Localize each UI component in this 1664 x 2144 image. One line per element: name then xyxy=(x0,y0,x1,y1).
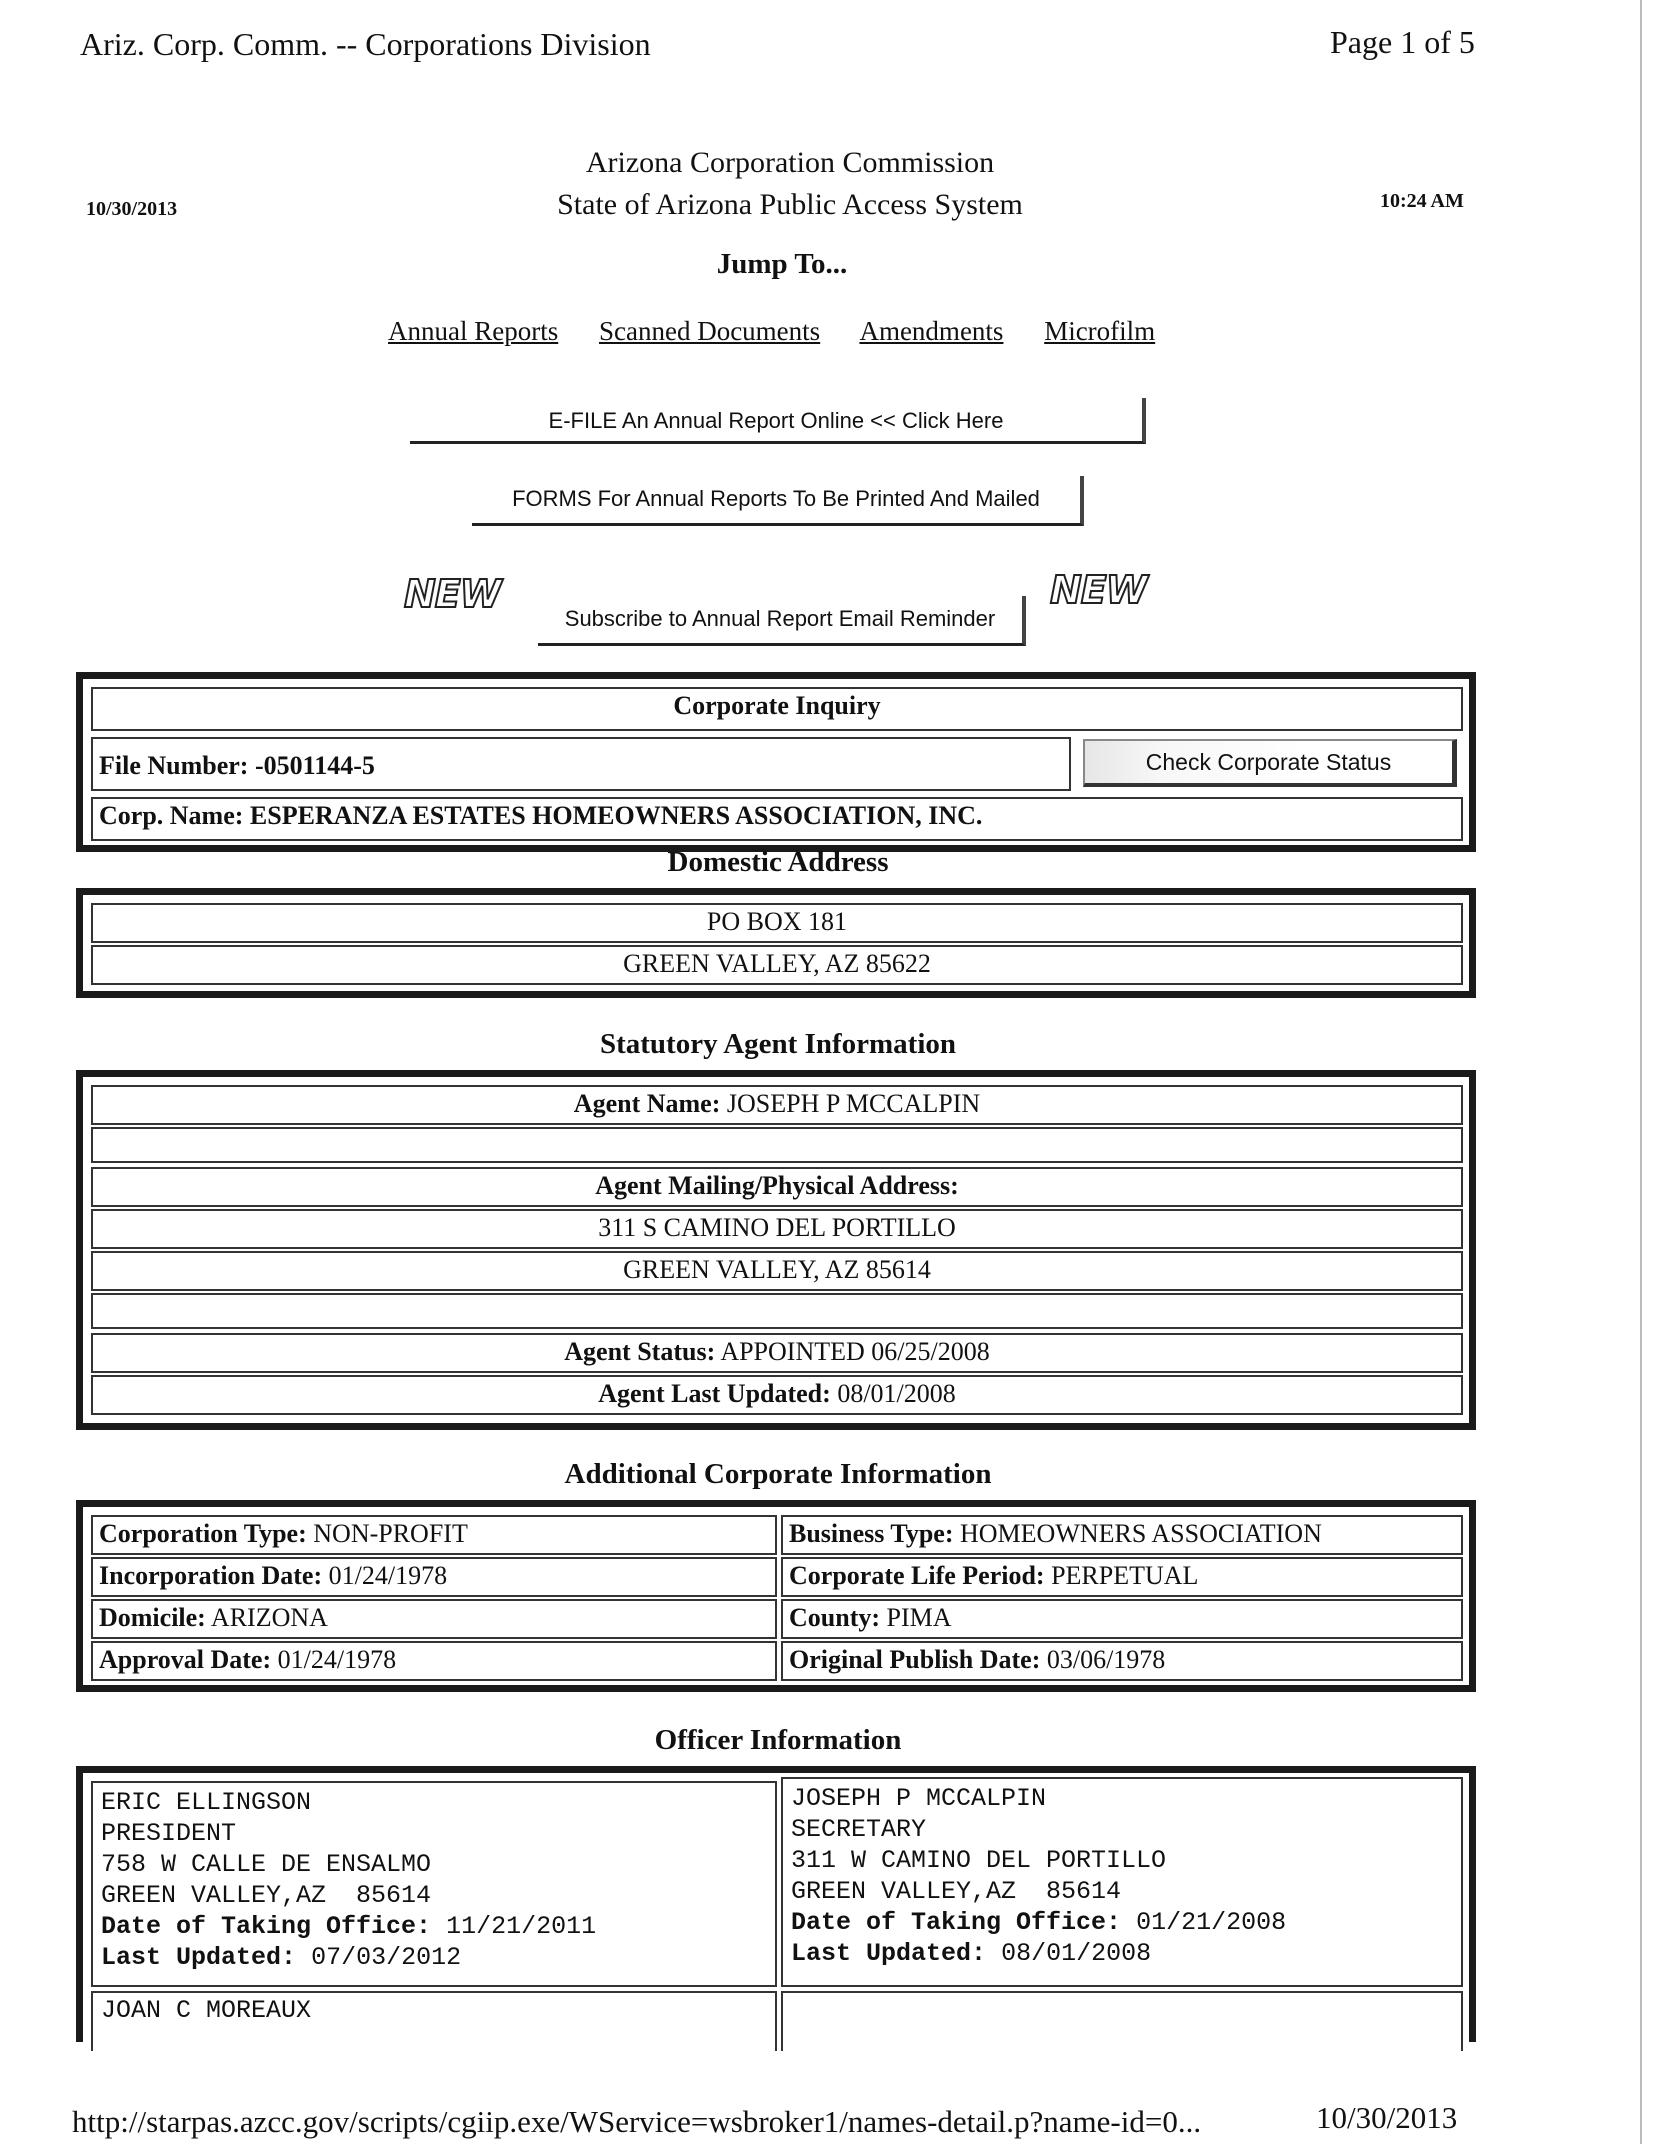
agent-name-label: Agent Name: xyxy=(573,1089,721,1118)
agent-updated-value: 08/01/2008 xyxy=(837,1379,956,1408)
officer-title: SECRETARY xyxy=(791,1815,927,1844)
publish-date-value: 03/06/1978 xyxy=(1046,1645,1166,1674)
taking-office-label: Date of Taking Office: xyxy=(791,1908,1122,1937)
statutory-agent-table xyxy=(76,1070,1476,1430)
agent-name-value: JOSEPH P MCCALPIN xyxy=(726,1089,981,1118)
subscribe-button[interactable]: Subscribe to Annual Report Email Reminder xyxy=(538,596,1026,646)
corporation-type-cell xyxy=(91,1515,777,1555)
officer-title: PRESIDENT xyxy=(101,1819,237,1848)
corporation-type-label: Corporation Type: xyxy=(99,1519,307,1548)
domestic-address-table xyxy=(76,888,1476,998)
jump-links xyxy=(388,316,1189,347)
county-value: PIMA xyxy=(886,1603,952,1632)
county-label: County: xyxy=(789,1603,881,1632)
officer-address1: 311 W CAMINO DEL PORTILLO xyxy=(791,1846,1167,1875)
link-annual-reports[interactable]: Annual Reports xyxy=(388,316,559,346)
agent-empty-row xyxy=(91,1127,1463,1163)
check-status-cell xyxy=(1077,737,1463,791)
last-updated-label: Last Updated: xyxy=(101,1943,297,1972)
page-indicator: Page 1 of 5 xyxy=(1330,24,1475,60)
last-updated-value: 08/01/2008 xyxy=(1001,1939,1152,1968)
incorporation-date-cell xyxy=(91,1557,777,1597)
domicile-cell xyxy=(91,1599,777,1639)
business-type-value: HOMEOWNERS ASSOCIATION xyxy=(959,1519,1322,1548)
officer-name: JOSEPH P MCCALPIN xyxy=(791,1784,1047,1813)
officer-address1: 758 W CALLE DE ENSALMO xyxy=(101,1850,432,1879)
officer-name: JOAN C MOREAUX xyxy=(101,1996,312,2025)
corporate-inquiry-table xyxy=(76,672,1476,852)
page-edge-rule xyxy=(1640,0,1642,2144)
officer-info-table xyxy=(76,1766,1476,2042)
business-type-cell xyxy=(781,1515,1463,1555)
last-updated-label: Last Updated: xyxy=(791,1939,987,1968)
business-type-label: Business Type: xyxy=(789,1519,954,1548)
agent-address-line1: 311 S CAMINO DEL PORTILLO xyxy=(91,1209,1463,1249)
agent-status-row xyxy=(91,1333,1463,1373)
domestic-address-line1: PO BOX 181 xyxy=(91,903,1463,943)
domicile-value: ARIZONA xyxy=(210,1603,328,1632)
corp-name-value: ESPERANZA ESTATES HOMEOWNERS ASSOCIATION, INC. xyxy=(249,801,983,830)
publish-date-label: Original Publish Date: xyxy=(789,1645,1041,1674)
forms-button[interactable]: FORMS For Annual Reports To Be Printed And Mailed xyxy=(472,476,1084,526)
taking-office-label: Date of Taking Office: xyxy=(101,1912,432,1941)
approval-date-label: Approval Date: xyxy=(99,1645,272,1674)
agent-status-value: APPOINTED 06/25/2008 xyxy=(720,1337,990,1366)
corp-name-label: Corp. Name: xyxy=(99,801,244,830)
corporation-type-value: NON-PROFIT xyxy=(313,1519,468,1548)
county-cell xyxy=(781,1599,1463,1639)
jump-to-heading: Jump To... xyxy=(716,248,848,280)
approval-date-cell xyxy=(91,1641,777,1681)
footer-date: 10/30/2013 xyxy=(1316,2100,1458,2135)
link-microfilm[interactable]: Microfilm xyxy=(1044,316,1156,346)
domestic-address-heading: Domestic Address xyxy=(667,846,889,878)
life-period-cell xyxy=(781,1557,1463,1597)
officer-card xyxy=(781,1777,1463,1987)
link-amendments[interactable]: Amendments xyxy=(859,316,1004,346)
domicile-label: Domicile: xyxy=(99,1603,206,1632)
officer-card xyxy=(91,1991,777,2051)
efile-button[interactable]: E-FILE An Annual Report Online << Click Here xyxy=(410,398,1146,444)
last-updated-value: 07/03/2012 xyxy=(311,1943,462,1972)
life-period-label: Corporate Life Period: xyxy=(789,1561,1045,1590)
publish-date-cell xyxy=(781,1641,1463,1681)
statutory-agent-heading: Statutory Agent Information xyxy=(599,1028,957,1060)
print-header-title: Ariz. Corp. Comm. -- Corporations Division xyxy=(80,26,651,62)
file-number-label: File Number: xyxy=(99,751,249,780)
approval-date-value: 01/24/1978 xyxy=(277,1645,397,1674)
incorporation-date-value: 01/24/1978 xyxy=(328,1561,448,1590)
life-period-value: PERPETUAL xyxy=(1051,1561,1199,1590)
incorporation-date-label: Incorporation Date: xyxy=(99,1561,323,1590)
file-number-value: -0501144-5 xyxy=(254,751,375,780)
officer-info-heading: Officer Information xyxy=(654,1724,902,1756)
domestic-address-line2: GREEN VALLEY, AZ 85622 xyxy=(91,945,1463,985)
additional-info-table xyxy=(76,1500,1476,1692)
inquiry-title: Corporate Inquiry xyxy=(91,687,1463,731)
new-badge-right: NEW xyxy=(1050,568,1147,612)
agent-status-label: Agent Status: xyxy=(564,1337,716,1366)
check-corporate-status-button[interactable]: Check Corporate Status xyxy=(1083,739,1457,787)
agent-address-label: Agent Mailing/Physical Address: xyxy=(91,1167,1463,1207)
org-name: Arizona Corporation Commission xyxy=(585,146,995,179)
taking-office-value: 01/21/2008 xyxy=(1136,1908,1287,1937)
additional-info-heading: Additional Corporate Information xyxy=(564,1458,992,1490)
agent-name-row xyxy=(91,1085,1463,1125)
agent-updated-row xyxy=(91,1375,1463,1415)
report-date: 10/30/2013 xyxy=(86,198,178,220)
new-badge-left: NEW xyxy=(404,572,501,616)
report-time: 10:24 AM xyxy=(1380,190,1464,212)
file-number-cell xyxy=(91,737,1071,791)
link-scanned-documents[interactable]: Scanned Documents xyxy=(598,316,821,346)
footer-url: http://starpas.azcc.gov/scripts/cgiip.exe/WService=wsbroker1/names-detail.p?name-id=0... xyxy=(72,2104,1202,2139)
system-name: State of Arizona Public Access System xyxy=(557,188,1023,221)
agent-empty-row-2 xyxy=(91,1293,1463,1329)
officer-empty-cell xyxy=(781,1991,1463,2051)
corp-name-cell xyxy=(91,797,1463,841)
officer-address2: GREEN VALLEY,AZ 85614 xyxy=(791,1877,1122,1906)
agent-updated-label: Agent Last Updated: xyxy=(598,1379,831,1408)
agent-address-line2: GREEN VALLEY, AZ 85614 xyxy=(91,1251,1463,1291)
officer-card xyxy=(91,1781,777,1987)
officer-name: ERIC ELLINGSON xyxy=(101,1788,312,1817)
taking-office-value: 11/21/2011 xyxy=(446,1912,597,1941)
officer-address2: GREEN VALLEY,AZ 85614 xyxy=(101,1881,432,1910)
